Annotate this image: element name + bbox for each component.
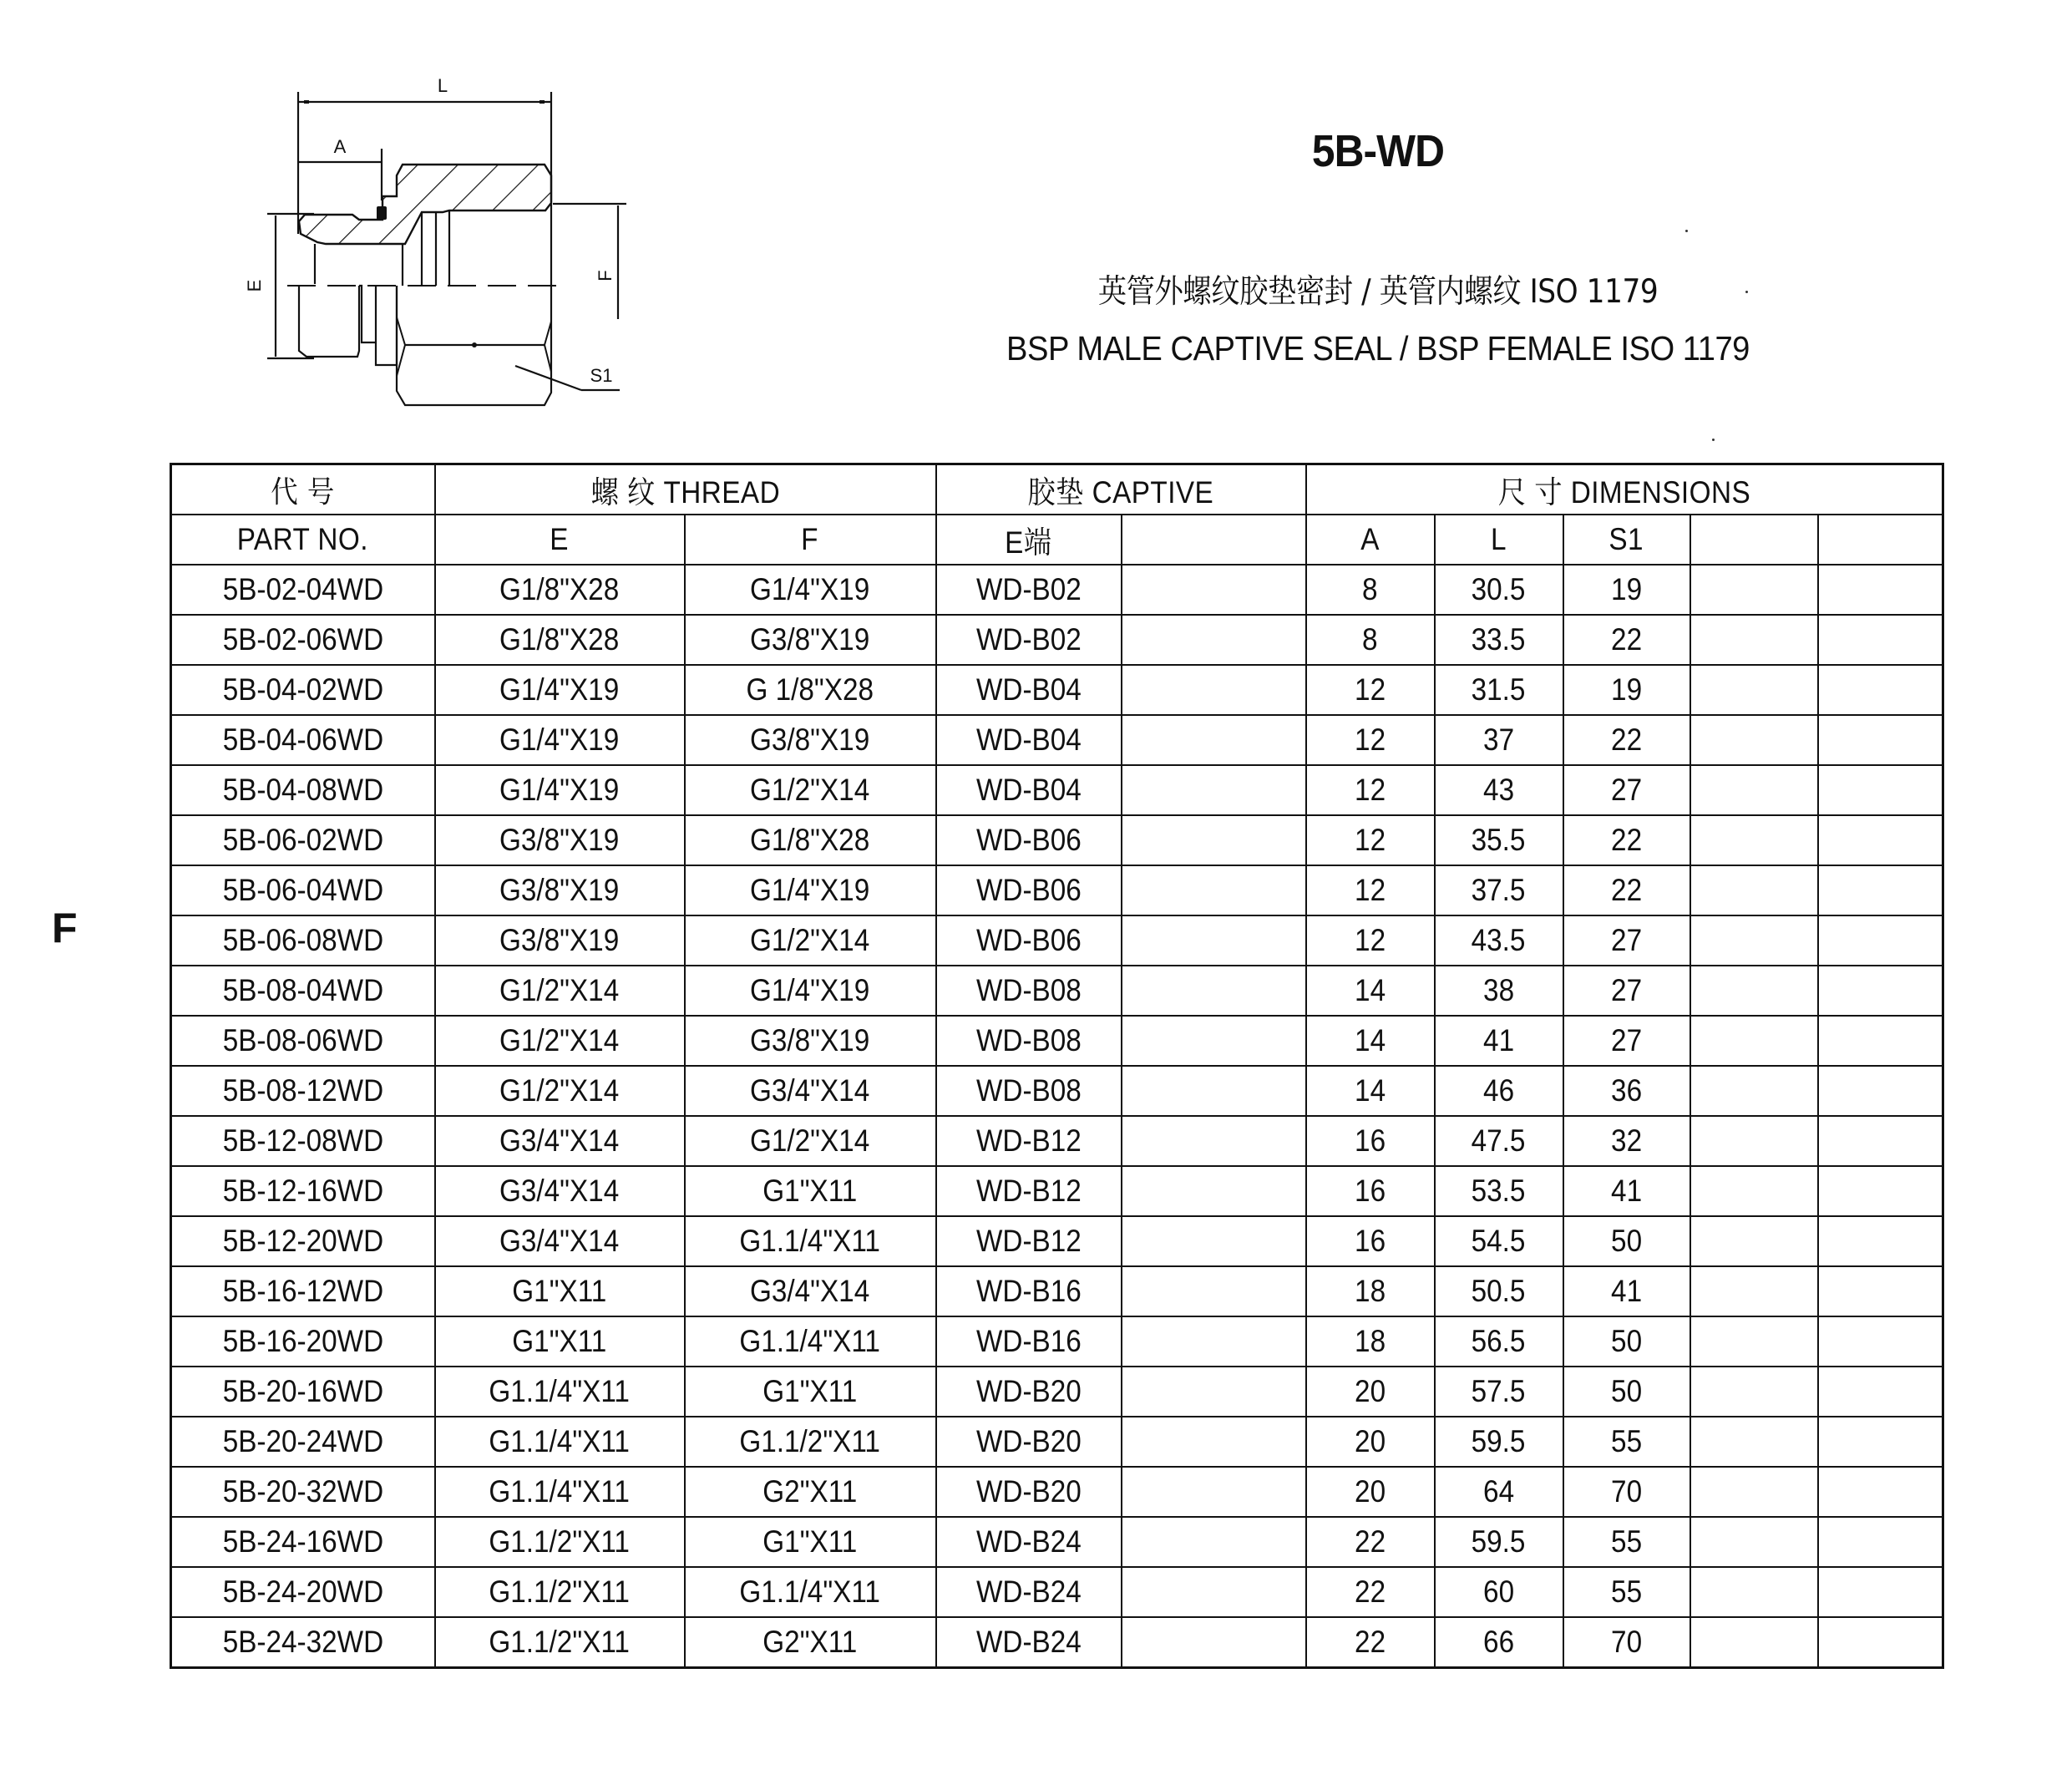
cell-dim-blank-2 xyxy=(1818,1367,1943,1417)
cell-dim-l: 35.5 xyxy=(1435,815,1563,865)
cell-dim-a: 14 xyxy=(1306,966,1435,1016)
cell-dim-blank-1 xyxy=(1690,1517,1818,1567)
cell-part-no: 5B-20-16WD xyxy=(171,1367,435,1417)
cell-dim-blank-2 xyxy=(1818,1066,1943,1116)
cell-captive-blank xyxy=(1122,1467,1306,1517)
cell-captive-e-end: WD-B02 xyxy=(936,565,1122,615)
cell-thread-e: G1.1/2"X11 xyxy=(435,1517,685,1567)
cell-dim-s1: 36 xyxy=(1563,1066,1690,1116)
cell-dim-blank-1 xyxy=(1690,1016,1818,1066)
cell-thread-f: G 1/8"X28 xyxy=(685,665,936,715)
cell-dim-blank-1 xyxy=(1690,1266,1818,1316)
table-row xyxy=(171,966,1943,1016)
cell-dim-blank-2 xyxy=(1818,915,1943,966)
cell-part-no: 5B-16-20WD xyxy=(171,1316,435,1367)
cell-captive-e-end: WD-B08 xyxy=(936,966,1122,1016)
cell-captive-blank xyxy=(1122,1367,1306,1417)
cell-part-no: 5B-04-06WD xyxy=(171,715,435,765)
cell-part-no: 5B-02-04WD xyxy=(171,565,435,615)
cell-captive-blank xyxy=(1122,715,1306,765)
table-row xyxy=(171,1216,1943,1266)
cell-dim-a: 16 xyxy=(1306,1166,1435,1216)
table-row xyxy=(171,1567,1943,1617)
cell-captive-blank xyxy=(1122,1116,1306,1166)
cell-dim-a: 12 xyxy=(1306,765,1435,815)
cell-captive-blank xyxy=(1122,1417,1306,1467)
section-marker: F xyxy=(52,905,78,951)
cell-thread-f: G1.1/4"X11 xyxy=(685,1216,936,1266)
cell-part-no: 5B-12-08WD xyxy=(171,1116,435,1166)
subtitle-english: BSP MALE CAPTIVE SEAL / BSP FEMALE ISO 1179 xyxy=(1006,329,1750,368)
cell-thread-f: G3/8"X19 xyxy=(685,615,936,665)
cell-captive-blank xyxy=(1122,1266,1306,1316)
cell-part-no: 5B-24-32WD xyxy=(171,1617,435,1668)
cell-part-no: 5B-16-12WD xyxy=(171,1266,435,1316)
cell-part-no: 5B-12-16WD xyxy=(171,1166,435,1216)
cell-thread-f: G1.1/4"X11 xyxy=(685,1567,936,1617)
cell-dim-l: 64 xyxy=(1435,1467,1563,1517)
cell-dim-a: 20 xyxy=(1306,1467,1435,1517)
cell-captive-blank xyxy=(1122,915,1306,966)
cell-thread-f: G1"X11 xyxy=(685,1166,936,1216)
cell-captive-e-end: WD-B02 xyxy=(936,615,1122,665)
cell-thread-f: G2"X11 xyxy=(685,1467,936,1517)
cell-thread-f: G1/4"X19 xyxy=(685,565,936,615)
table-row xyxy=(171,815,1943,865)
table-row xyxy=(171,1116,1943,1166)
cell-dim-blank-1 xyxy=(1690,1567,1818,1617)
header-captive-e-end: E端 xyxy=(936,515,1122,565)
table-row xyxy=(171,915,1943,966)
header-thread: 螺 纹 THREAD xyxy=(435,464,936,515)
cell-dim-blank-1 xyxy=(1690,1617,1818,1668)
cell-captive-e-end: WD-B04 xyxy=(936,765,1122,815)
cell-dim-a: 12 xyxy=(1306,815,1435,865)
cell-dim-a: 20 xyxy=(1306,1367,1435,1417)
cell-dim-blank-1 xyxy=(1690,966,1818,1016)
cell-dim-s1: 22 xyxy=(1563,865,1690,915)
table-row xyxy=(171,565,1943,615)
scan-speck xyxy=(1685,230,1688,232)
cell-dim-blank-2 xyxy=(1818,815,1943,865)
cell-captive-e-end: WD-B06 xyxy=(936,865,1122,915)
cell-dim-l: 43.5 xyxy=(1435,915,1563,966)
cell-captive-e-end: WD-B04 xyxy=(936,715,1122,765)
cell-dim-l: 54.5 xyxy=(1435,1216,1563,1266)
cell-dim-l: 31.5 xyxy=(1435,665,1563,715)
header-dimensions: 尺 寸 DIMENSIONS xyxy=(1306,464,1943,515)
cell-dim-l: 60 xyxy=(1435,1567,1563,1617)
cell-dim-blank-1 xyxy=(1690,1417,1818,1467)
cell-captive-blank xyxy=(1122,1316,1306,1367)
header-dim-a: A xyxy=(1306,515,1435,565)
cell-dim-blank-1 xyxy=(1690,865,1818,915)
cell-part-no: 5B-08-04WD xyxy=(171,966,435,1016)
cell-dim-a: 22 xyxy=(1306,1567,1435,1617)
cell-captive-e-end: WD-B20 xyxy=(936,1367,1122,1417)
cell-dim-s1: 55 xyxy=(1563,1567,1690,1617)
table-row xyxy=(171,1617,1943,1668)
cell-captive-e-end: WD-B08 xyxy=(936,1016,1122,1066)
cell-thread-e: G1"X11 xyxy=(435,1316,685,1367)
cell-thread-f: G1"X11 xyxy=(685,1367,936,1417)
cell-thread-e: G1/4"X19 xyxy=(435,765,685,815)
table-row xyxy=(171,1367,1943,1417)
table-row xyxy=(171,615,1943,665)
cell-thread-f: G1/2"X14 xyxy=(685,765,936,815)
cell-thread-e: G1.1/2"X11 xyxy=(435,1567,685,1617)
cell-dim-a: 12 xyxy=(1306,665,1435,715)
cell-dim-blank-2 xyxy=(1818,615,1943,665)
cell-dim-blank-2 xyxy=(1818,1517,1943,1567)
cell-thread-f: G1"X11 xyxy=(685,1517,936,1567)
cell-captive-blank xyxy=(1122,865,1306,915)
cell-dim-l: 43 xyxy=(1435,765,1563,815)
scan-speck xyxy=(1712,439,1715,441)
cell-dim-a: 12 xyxy=(1306,715,1435,765)
cell-dim-blank-2 xyxy=(1818,1216,1943,1266)
table-row xyxy=(171,1517,1943,1567)
cell-part-no: 5B-24-16WD xyxy=(171,1517,435,1567)
cell-captive-e-end: WD-B24 xyxy=(936,1517,1122,1567)
cell-dim-s1: 19 xyxy=(1563,665,1690,715)
cell-dim-s1: 19 xyxy=(1563,565,1690,615)
cell-captive-blank xyxy=(1122,665,1306,715)
cell-dim-s1: 55 xyxy=(1563,1517,1690,1567)
table-row xyxy=(171,1266,1943,1316)
cell-dim-l: 30.5 xyxy=(1435,565,1563,615)
cell-thread-f: G2"X11 xyxy=(685,1617,936,1668)
cell-thread-e: G3/4"X14 xyxy=(435,1116,685,1166)
dimension-F xyxy=(553,204,626,319)
cell-thread-e: G1/8"X28 xyxy=(435,615,685,665)
cell-dim-blank-2 xyxy=(1818,1567,1943,1617)
cell-dim-a: 14 xyxy=(1306,1016,1435,1066)
cell-dim-blank-1 xyxy=(1690,915,1818,966)
cell-dim-blank-2 xyxy=(1818,865,1943,915)
cell-captive-e-end: WD-B08 xyxy=(936,1066,1122,1116)
cell-dim-a: 8 xyxy=(1306,565,1435,615)
label-L: L xyxy=(437,75,448,96)
cell-dim-s1: 27 xyxy=(1563,1016,1690,1066)
cell-thread-e: G1.1/2"X11 xyxy=(435,1617,685,1668)
cell-captive-blank xyxy=(1122,1216,1306,1266)
cell-captive-blank xyxy=(1122,565,1306,615)
cell-thread-e: G3/8"X19 xyxy=(435,915,685,966)
cell-dim-blank-2 xyxy=(1818,1166,1943,1216)
cell-dim-blank-1 xyxy=(1690,1216,1818,1266)
fitting-cross-section-drawing xyxy=(234,67,651,418)
cell-dim-blank-1 xyxy=(1690,615,1818,665)
table-row xyxy=(171,715,1943,765)
cell-dim-s1: 27 xyxy=(1563,966,1690,1016)
table-row xyxy=(171,1467,1943,1517)
cell-part-no: 5B-04-02WD xyxy=(171,665,435,715)
cell-captive-blank xyxy=(1122,615,1306,665)
cell-dim-l: 50.5 xyxy=(1435,1266,1563,1316)
header-dim-blank-2 xyxy=(1818,515,1943,565)
cell-thread-e: G1/4"X19 xyxy=(435,715,685,765)
cell-thread-f: G3/8"X19 xyxy=(685,1016,936,1066)
cell-dim-blank-2 xyxy=(1818,565,1943,615)
cell-dim-blank-2 xyxy=(1818,1116,1943,1166)
cell-dim-blank-2 xyxy=(1818,1316,1943,1367)
cell-dim-blank-1 xyxy=(1690,665,1818,715)
cell-part-no: 5B-24-20WD xyxy=(171,1567,435,1617)
cell-part-no: 5B-20-24WD xyxy=(171,1417,435,1467)
cell-captive-blank xyxy=(1122,815,1306,865)
cell-captive-e-end: WD-B06 xyxy=(936,915,1122,966)
cell-dim-s1: 41 xyxy=(1563,1166,1690,1216)
cell-thread-e: G3/4"X14 xyxy=(435,1166,685,1216)
cell-dim-s1: 50 xyxy=(1563,1316,1690,1367)
cell-dim-blank-2 xyxy=(1818,1467,1943,1517)
cell-thread-e: G1.1/4"X11 xyxy=(435,1467,685,1517)
spec-table xyxy=(170,463,1944,1669)
cell-captive-blank xyxy=(1122,1567,1306,1617)
header-part-cn: 代 号 xyxy=(171,464,435,515)
header-part-no: PART NO. xyxy=(171,515,435,565)
cell-thread-f: G3/8"X19 xyxy=(685,715,936,765)
cell-dim-l: 33.5 xyxy=(1435,615,1563,665)
cell-captive-e-end: WD-B12 xyxy=(936,1216,1122,1266)
cell-thread-f: G3/4"X14 xyxy=(685,1266,936,1316)
cell-dim-s1: 27 xyxy=(1563,915,1690,966)
cell-dim-blank-2 xyxy=(1818,665,1943,715)
cell-thread-e: G1"X11 xyxy=(435,1266,685,1316)
scan-speck xyxy=(1745,291,1748,293)
cell-dim-l: 56.5 xyxy=(1435,1316,1563,1367)
cell-dim-l: 38 xyxy=(1435,966,1563,1016)
cell-captive-blank xyxy=(1122,1517,1306,1567)
cell-captive-e-end: WD-B16 xyxy=(936,1266,1122,1316)
cell-dim-l: 37.5 xyxy=(1435,865,1563,915)
cell-dim-blank-1 xyxy=(1690,765,1818,815)
cell-captive-blank xyxy=(1122,1617,1306,1668)
cell-captive-blank xyxy=(1122,966,1306,1016)
cell-part-no: 5B-06-04WD xyxy=(171,865,435,915)
cell-captive-blank xyxy=(1122,1066,1306,1116)
cell-dim-blank-2 xyxy=(1818,715,1943,765)
cell-part-no: 5B-08-06WD xyxy=(171,1016,435,1066)
table-row xyxy=(171,1417,1943,1467)
table-row xyxy=(171,1316,1943,1367)
cell-dim-l: 37 xyxy=(1435,715,1563,765)
cell-part-no: 5B-06-08WD xyxy=(171,915,435,966)
cell-dim-blank-1 xyxy=(1690,1066,1818,1116)
cell-dim-l: 47.5 xyxy=(1435,1116,1563,1166)
header-dim-blank-1 xyxy=(1690,515,1818,565)
cell-captive-e-end: WD-B16 xyxy=(936,1316,1122,1367)
cell-dim-a: 18 xyxy=(1306,1316,1435,1367)
cell-dim-blank-1 xyxy=(1690,715,1818,765)
cell-dim-s1: 27 xyxy=(1563,765,1690,815)
cell-captive-e-end: WD-B04 xyxy=(936,665,1122,715)
cell-dim-a: 12 xyxy=(1306,915,1435,966)
subtitle-chinese: 英管外螺纹胶垫密封 / 英管内螺纹 ISO 1179 xyxy=(1097,273,1659,311)
cell-dim-blank-1 xyxy=(1690,565,1818,615)
cell-dim-l: 53.5 xyxy=(1435,1166,1563,1216)
cell-thread-f: G1/2"X14 xyxy=(685,915,936,966)
cell-captive-e-end: WD-B06 xyxy=(936,815,1122,865)
header-thread-e: E xyxy=(435,515,685,565)
cell-dim-l: 66 xyxy=(1435,1617,1563,1668)
cell-thread-f: G1/4"X19 xyxy=(685,865,936,915)
cell-dim-s1: 22 xyxy=(1563,815,1690,865)
cell-dim-blank-2 xyxy=(1818,1016,1943,1066)
cell-dim-blank-1 xyxy=(1690,1367,1818,1417)
table-row xyxy=(171,1066,1943,1116)
cell-thread-e: G1/2"X14 xyxy=(435,1066,685,1116)
cell-thread-e: G3/8"X19 xyxy=(435,865,685,915)
cell-dim-s1: 50 xyxy=(1563,1216,1690,1266)
cell-part-no: 5B-06-02WD xyxy=(171,815,435,865)
cell-part-no: 5B-12-20WD xyxy=(171,1216,435,1266)
label-S1: S1 xyxy=(590,365,613,386)
cell-dim-s1: 70 xyxy=(1563,1617,1690,1668)
cell-dim-blank-1 xyxy=(1690,1116,1818,1166)
cell-thread-e: G1.1/4"X11 xyxy=(435,1417,685,1467)
cell-captive-e-end: WD-B12 xyxy=(936,1116,1122,1166)
cell-dim-blank-2 xyxy=(1818,765,1943,815)
table-row xyxy=(171,865,1943,915)
cell-part-no: 5B-08-12WD xyxy=(171,1066,435,1116)
table-row xyxy=(171,665,1943,715)
cell-thread-f: G1/8"X28 xyxy=(685,815,936,865)
label-F: F xyxy=(595,270,616,281)
label-A: A xyxy=(333,136,347,157)
cell-thread-f: G1.1/2"X11 xyxy=(685,1417,936,1467)
cell-dim-s1: 41 xyxy=(1563,1266,1690,1316)
cell-thread-f: G1.1/4"X11 xyxy=(685,1316,936,1367)
cell-part-no: 5B-02-06WD xyxy=(171,615,435,665)
cell-captive-blank xyxy=(1122,1166,1306,1216)
cell-thread-e: G3/8"X19 xyxy=(435,815,685,865)
cell-dim-a: 12 xyxy=(1306,865,1435,915)
cell-part-no: 5B-20-32WD xyxy=(171,1467,435,1517)
table-row xyxy=(171,1166,1943,1216)
cell-thread-e: G1/2"X14 xyxy=(435,966,685,1016)
header-captive-blank xyxy=(1122,515,1306,565)
cell-thread-e: G1/8"X28 xyxy=(435,565,685,615)
page-title: 5B-WD xyxy=(1311,126,1445,176)
cell-thread-e: G1/4"X19 xyxy=(435,665,685,715)
cell-dim-blank-2 xyxy=(1818,966,1943,1016)
cell-thread-f: G3/4"X14 xyxy=(685,1066,936,1116)
cell-thread-e: G3/4"X14 xyxy=(435,1216,685,1266)
cell-dim-a: 22 xyxy=(1306,1517,1435,1567)
cell-part-no: 5B-04-08WD xyxy=(171,765,435,815)
dimension-S1 xyxy=(515,365,620,390)
cell-dim-s1: 70 xyxy=(1563,1467,1690,1517)
cell-dim-a: 20 xyxy=(1306,1417,1435,1467)
cell-dim-s1: 32 xyxy=(1563,1116,1690,1166)
cell-captive-e-end: WD-B24 xyxy=(936,1617,1122,1668)
dimension-A xyxy=(298,136,382,200)
cell-dim-s1: 50 xyxy=(1563,1367,1690,1417)
cell-dim-l: 57.5 xyxy=(1435,1367,1563,1417)
cell-dim-blank-1 xyxy=(1690,1166,1818,1216)
cell-captive-e-end: WD-B12 xyxy=(936,1166,1122,1216)
cell-thread-e: G1/2"X14 xyxy=(435,1016,685,1066)
table-row xyxy=(171,765,1943,815)
cell-captive-e-end: WD-B20 xyxy=(936,1417,1122,1467)
seal-ring xyxy=(377,206,387,220)
header-captive: 胶垫 CAPTIVE xyxy=(936,464,1306,515)
cell-captive-e-end: WD-B20 xyxy=(936,1467,1122,1517)
cell-dim-l: 41 xyxy=(1435,1016,1563,1066)
header-dim-s1: S1 xyxy=(1563,515,1690,565)
sub-header-row xyxy=(171,515,1943,565)
cell-dim-a: 16 xyxy=(1306,1116,1435,1166)
cell-dim-l: 59.5 xyxy=(1435,1417,1563,1467)
label-E: E xyxy=(244,279,265,292)
cell-dim-blank-1 xyxy=(1690,1467,1818,1517)
header-dim-l: L xyxy=(1435,515,1563,565)
cell-dim-blank-1 xyxy=(1690,815,1818,865)
cell-dim-a: 22 xyxy=(1306,1617,1435,1668)
cell-dim-a: 8 xyxy=(1306,615,1435,665)
table-row xyxy=(171,1016,1943,1066)
cell-thread-e: G1.1/4"X11 xyxy=(435,1367,685,1417)
cell-captive-blank xyxy=(1122,765,1306,815)
cell-dim-blank-2 xyxy=(1818,1617,1943,1668)
cell-captive-blank xyxy=(1122,1016,1306,1066)
cell-thread-f: G1/2"X14 xyxy=(685,1116,936,1166)
cell-dim-a: 16 xyxy=(1306,1216,1435,1266)
cell-dim-s1: 55 xyxy=(1563,1417,1690,1467)
group-header-row xyxy=(171,464,1943,515)
cell-dim-a: 14 xyxy=(1306,1066,1435,1116)
cell-captive-e-end: WD-B24 xyxy=(936,1567,1122,1617)
header-thread-f: F xyxy=(685,515,936,565)
cell-dim-a: 18 xyxy=(1306,1266,1435,1316)
cell-dim-l: 46 xyxy=(1435,1066,1563,1116)
cell-thread-f: G1/4"X19 xyxy=(685,966,936,1016)
cell-dim-l: 59.5 xyxy=(1435,1517,1563,1567)
cell-dim-s1: 22 xyxy=(1563,615,1690,665)
cell-dim-s1: 22 xyxy=(1563,715,1690,765)
cell-dim-blank-1 xyxy=(1690,1316,1818,1367)
cell-dim-blank-2 xyxy=(1818,1417,1943,1467)
cell-dim-blank-2 xyxy=(1818,1266,1943,1316)
